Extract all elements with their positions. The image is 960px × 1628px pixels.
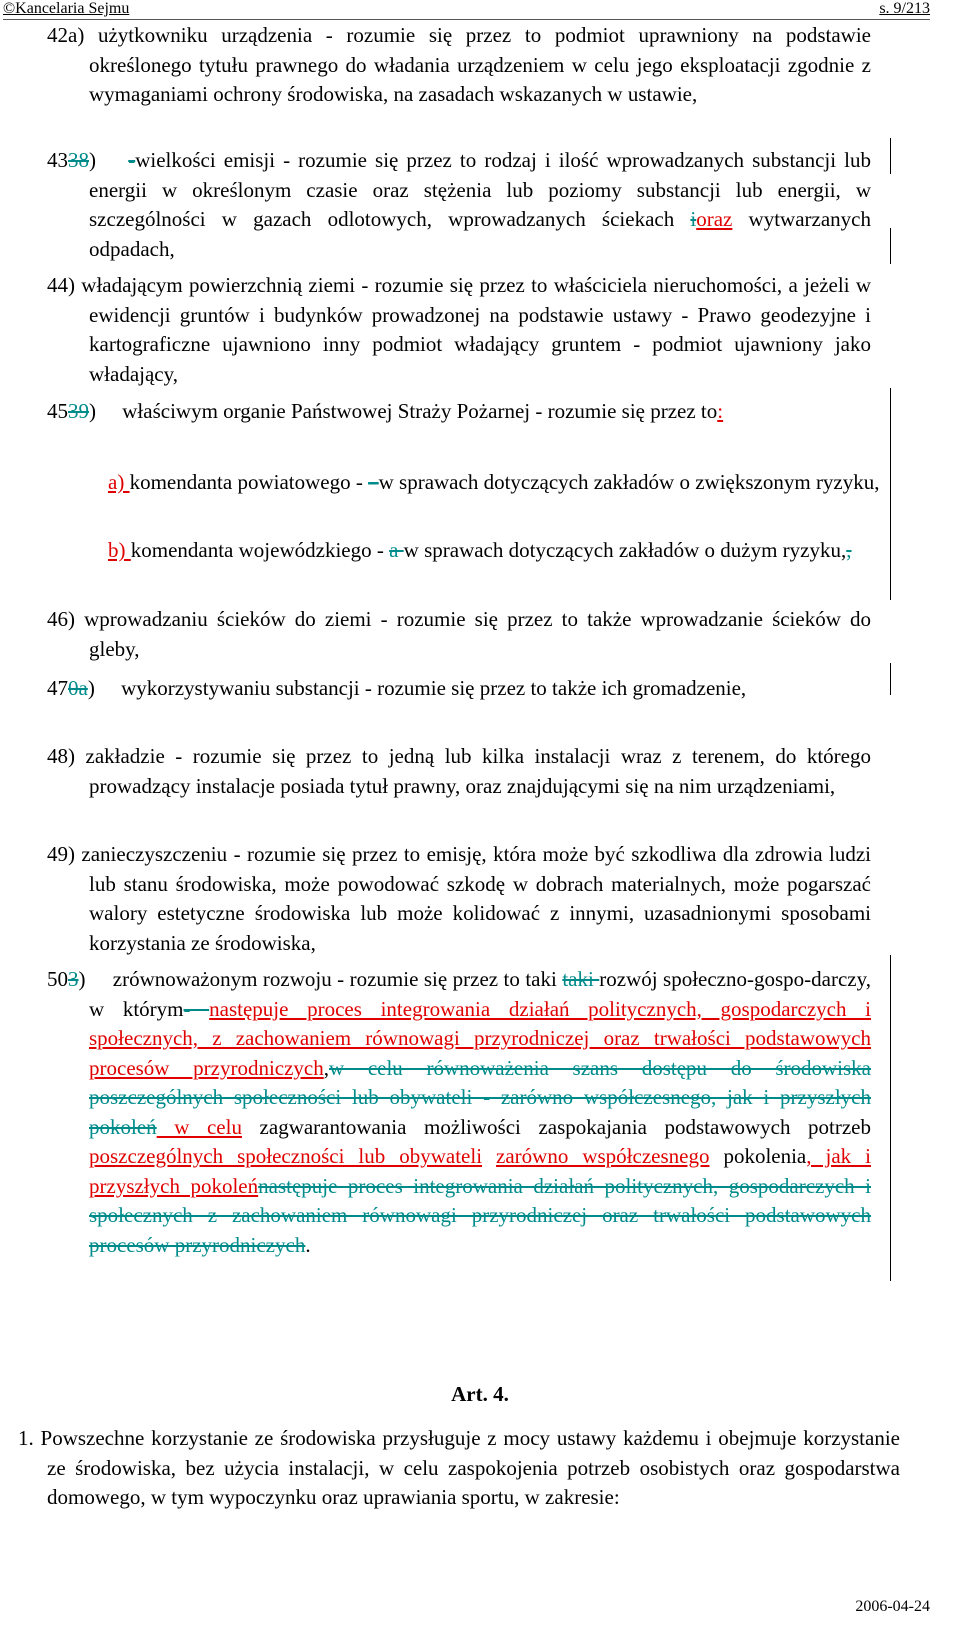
- deleted-text: następuje proces integrowania działań politycznych, gospodarczych i społecznych z zachowaniem równowagi przyrodniczej oraz trwałości podstawowych procesów przyrodniczych: [89, 1173, 871, 1257]
- inserted-text: w celu: [156, 1114, 242, 1139]
- definition-45: [47, 397, 871, 427]
- header-page-number[interactable]: [879, 0, 930, 18]
- definition-49: [47, 840, 871, 958]
- inserted-letter-b: b): [108, 538, 131, 562]
- text: [482, 1144, 496, 1168]
- text: zagwarantowania możliwości zaspokajania podstawowych potrzeb: [241, 1114, 871, 1139]
- deleted-number: 3: [68, 967, 79, 991]
- deleted-number: 0a: [68, 676, 88, 700]
- definition-46: [47, 605, 871, 664]
- inserted-text: zarówno współczesnego: [496, 1144, 710, 1168]
- header-source-link[interactable]: ©Kancelaria Sejmu: [3, 0, 130, 17]
- text: w sprawach dotyczących zakładów o zwiększonym ryzyku,: [378, 470, 880, 494]
- deleted-text: taki: [562, 967, 600, 991]
- definition-44: [47, 271, 871, 389]
- definition-42a-text: 42a) użytkowniku urządzenia - rozumie się przez to podmiot uprawniony na podstawie określonego tytułu prawnego do władania urządzeniem w celu jego eksploatacji zgodnie z wymaganiami ochrony środowiska, na zasadach wskazanych w ustawie,: [47, 23, 871, 106]
- deleted-text: w celu równoważenia szans dostępu do środowiska poszczególnych społeczności lub obywateli - zarówno współczesnego, jak i przyszłych pokoleń: [89, 1055, 872, 1139]
- definition-49-text: 49) zanieczyszczeniu - rozumie się przez to emisję, która może być szkodliwa dla zdrowia ludzi lub stanu środowiska, może powodować szkodę w dobrach materialnych, może pogarszać walory estetyczne środowiska lub może kolidować z innymi, uzasadnionymi sposobami korzystania ze środowiska,: [47, 842, 871, 955]
- definition-43-text: [47, 146, 871, 264]
- deleted-number: 39: [68, 399, 89, 423]
- text: w sprawach dotyczących zakładów o dużym ryzyku,: [403, 538, 847, 562]
- text: komendanta powiatowego -: [129, 470, 369, 494]
- text: komendanta wojewódzkiego -: [130, 538, 390, 562]
- paren: ): [78, 967, 86, 991]
- text: zrównoważonym rozwoju - rozumie się przez to taki: [107, 967, 563, 991]
- header-divider: [3, 19, 930, 20]
- text: wykorzystywaniu substancji - rozumie się przez to także ich gromadzenie,: [115, 676, 747, 700]
- text: rozwój społeczno-gospo-darczy, w którym: [89, 967, 872, 1021]
- number: 47: [47, 676, 68, 700]
- text: wytwarzanych odpadach,: [89, 207, 871, 261]
- definition-50-text: [47, 965, 871, 1260]
- deleted-text: -: [183, 996, 210, 1021]
- definition-42a: [47, 21, 871, 110]
- definition-44-text: 44) władającym powierzchnią ziemi - rozumie się przez to właściciela nieruchomości, a jeżeli w ewidencji gruntów i budynków prowadzonej na podstawie ustawy - Prawo geodezyjne i kartograficzne ujawniono inny podmiot władający gruntem - podmiot ujawniony jako władający,: [47, 273, 871, 386]
- definition-50: [47, 965, 871, 1260]
- definition-45-sub-a: [108, 468, 899, 498]
- inserted-letter-a: a): [108, 470, 130, 494]
- definition-47-text: [47, 674, 871, 704]
- definition-45-sub-b: [108, 536, 899, 566]
- change-bar: [890, 663, 891, 695]
- text: ,: [323, 1055, 329, 1080]
- text: .: [305, 1232, 311, 1257]
- definition-48: [47, 742, 871, 801]
- number: 50: [47, 967, 68, 991]
- definition-47: [47, 674, 871, 704]
- deleted-word: i: [690, 207, 697, 231]
- article-paragraph-1: 1. Powszechne korzystanie ze środowiska przysługuje z mocy ustawy każdemu i obejmuje korzystanie ze środowiska, bez użycia instalacji, w celu zaspokojenia potrzeb osobistych oraz gospodarstwa domowego, w tym wypoczynku oraz uprawiania sportu, w zakresie:: [18, 1426, 900, 1509]
- inserted-text: , jak i przyszłych pokoleń: [89, 1144, 871, 1198]
- paren: ): [89, 399, 96, 423]
- inserted-text: następuje proces integrowania działań politycznych, gospodarczych i społecznych, z zachowaniem równowagi przyrodniczej oraz trwałości podstawowych procesów przyrodniczych: [89, 996, 871, 1080]
- text: pokolenia: [709, 1144, 807, 1168]
- number: 43: [47, 148, 68, 172]
- inserted-text: poszczególnych społeczności lub obywateli: [89, 1144, 483, 1168]
- deleted-word: a: [389, 538, 404, 562]
- header-page-link[interactable]: s. 9/213: [879, 0, 930, 17]
- deleted-dash: –: [368, 470, 379, 494]
- change-bar: [890, 138, 891, 174]
- text: właściwym organie Państwowej Straży Pożarnej - rozumie się przez to: [117, 399, 718, 423]
- deleted-dash: -: [128, 148, 136, 172]
- deleted-number: 38: [68, 148, 89, 172]
- definition-45-text: [47, 397, 871, 427]
- change-bar: [890, 955, 891, 1281]
- inserted-colon: :: [717, 399, 724, 423]
- text: wielkości emisji - rozumie się przez to rodzaj i ilość wprowadzanych substancji lub energii w określonym czasie oraz stężenia lub poziomy substancji lub energii, w szczególności w gazach odlotowych, wprowadzanych ściekach: [89, 148, 871, 231]
- definition-48-text: 48) zakładzie - rozumie się przez to jedną lub kilka instalacji wraz z terenem, do którego prowadzący instalacje posiada tytuł prawny, oraz znajdującymi się na nim urządzeniami,: [47, 744, 871, 798]
- definition-46-text: 46) wprowadzaniu ścieków do ziemi - rozumie się przez to także wprowadzanie ścieków do gleby,: [47, 607, 871, 661]
- header-source[interactable]: [3, 0, 129, 18]
- deleted-comma: ,: [846, 538, 852, 562]
- paren: ): [87, 676, 95, 700]
- footer-date: 2006-04-24: [855, 1598, 930, 1615]
- inserted-word: oraz: [696, 207, 733, 231]
- article-heading: Art. 4.: [451, 1382, 509, 1406]
- number: 45: [47, 399, 68, 423]
- paren: ): [89, 148, 96, 172]
- change-bar: [890, 228, 891, 264]
- definition-43: [47, 146, 871, 264]
- change-bar: [890, 388, 891, 600]
